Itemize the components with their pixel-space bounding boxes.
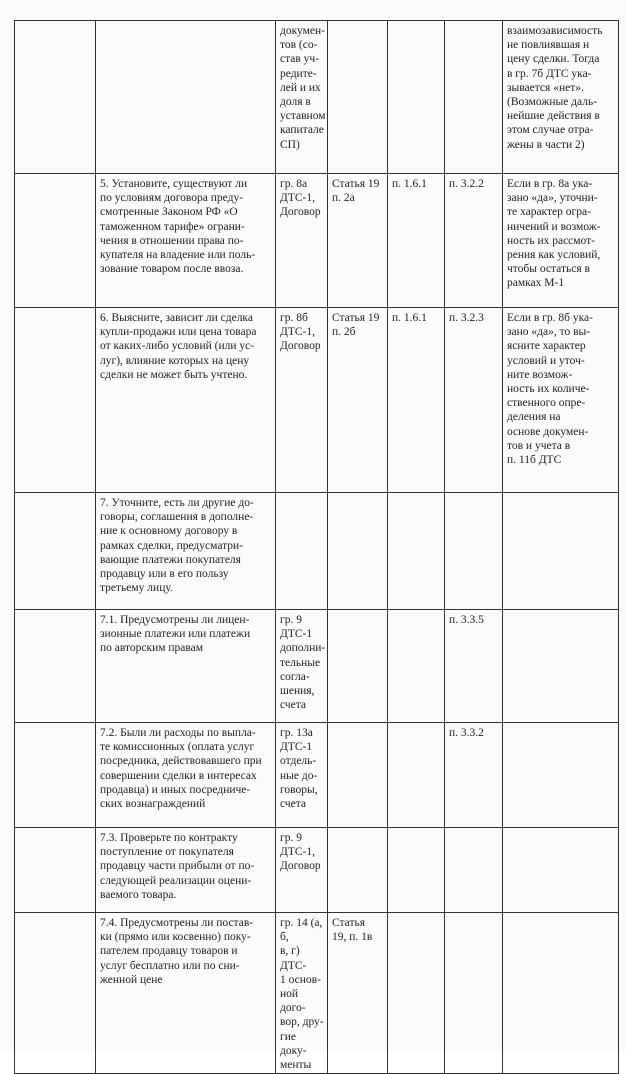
question-cell bbox=[96, 21, 276, 174]
source-document-cell bbox=[276, 21, 328, 174]
source-document-cell bbox=[276, 610, 328, 723]
law-article-cell bbox=[328, 913, 388, 1074]
method-reference-cell bbox=[445, 723, 503, 828]
question-text: 6. Выясните, зависит ли сделка купли-продажи или цена товара от каких-либо условий (или ус- луг), влияние которых на цену сделки не может быть учтено. bbox=[100, 312, 257, 381]
notes-text: Если в гр. 8б ука- зано «да», то вы- ясните характер условий и уточ- ните возмож- ность их количе- ственного опре- деления на основе докумен- тов и учета в п. 11б ДТС bbox=[507, 312, 593, 467]
notes-cell bbox=[503, 174, 619, 308]
method-reference-cell bbox=[445, 21, 503, 174]
method-reference-text: п. 3.2.2 bbox=[449, 178, 484, 190]
question-text: 7.4. Предусмотрены ли постав- ки (прямо или косвенно) поку- пателем продавцу товаров и услуг бесплатно или по сни- женной цене bbox=[100, 917, 254, 986]
notes-text: взаимозависимость не повлиявшая н цену сделки. Тогда в гр. 7б ДТС ука- зывается «нет». (Возможные даль- нейшие действия в этом случае отра- жены в части 2) bbox=[507, 25, 603, 151]
instruction-reference-cell bbox=[388, 913, 445, 1074]
source-document-cell bbox=[276, 723, 328, 828]
source-document-cell bbox=[276, 913, 328, 1074]
method-reference-text: п. 3.2.3 bbox=[449, 312, 484, 324]
law-article-cell bbox=[328, 21, 388, 174]
blank-column-cell bbox=[15, 913, 96, 1074]
question-text: 7.3. Проверьте по контракту поступление от покупателя продавцу части прибыли от по- следующей реализации оцени- ваемого товара. bbox=[100, 832, 255, 901]
table-row bbox=[15, 828, 619, 913]
source-document-text: гр. 14 (а, б, в, г) ДТС- 1 основ- ной дого- вор, дру- гие доку- менты bbox=[280, 917, 324, 1072]
blank-column-cell bbox=[15, 174, 96, 308]
notes-cell bbox=[503, 493, 619, 610]
source-document-text: гр. 8б ДТС-1, Договор bbox=[280, 312, 321, 353]
table-row bbox=[15, 913, 619, 1074]
source-document-text: гр. 9 ДТС-1 дополни- тельные согла- шения, счета bbox=[280, 614, 326, 712]
instruction-reference-text: п. 1.6.1 bbox=[392, 312, 427, 324]
question-cell bbox=[96, 308, 276, 493]
law-article-cell bbox=[328, 723, 388, 828]
law-article-cell bbox=[328, 828, 388, 913]
instruction-reference-cell bbox=[388, 308, 445, 493]
blank-column-cell bbox=[15, 493, 96, 610]
table-row bbox=[15, 723, 619, 828]
question-cell bbox=[96, 493, 276, 610]
law-article-cell bbox=[328, 174, 388, 308]
method-reference-cell bbox=[445, 174, 503, 308]
question-cell bbox=[96, 610, 276, 723]
question-text: 7. Уточните, есть ли другие до- говоры, соглашения в дополне- ние к основному договору в рамках сделки, предусматри- вающие платежи покупателя продавцу или в его пользу третьему лицу. bbox=[100, 497, 254, 595]
method-reference-cell bbox=[445, 493, 503, 610]
source-document-text: докумен- тов (со- став уч- редите- лей и их доля в уставном капитале СП) bbox=[280, 25, 326, 151]
question-cell bbox=[96, 913, 276, 1074]
blank-column-cell bbox=[15, 828, 96, 913]
law-article-cell bbox=[328, 308, 388, 493]
source-document-text: гр. 8а ДТС-1, Договор bbox=[280, 178, 321, 219]
notes-cell bbox=[503, 21, 619, 174]
question-cell bbox=[96, 174, 276, 308]
blank-column-cell bbox=[15, 308, 96, 493]
method-reference-cell bbox=[445, 913, 503, 1074]
question-cell bbox=[96, 723, 276, 828]
customs-valuation-checklist-table bbox=[14, 20, 619, 1074]
question-cell bbox=[96, 828, 276, 913]
instruction-reference-cell bbox=[388, 828, 445, 913]
blank-column-cell bbox=[15, 610, 96, 723]
law-article-cell bbox=[328, 493, 388, 610]
question-text: 7.2. Были ли расходы по выпла- те комиссионных (оплата услуг посредника, действовавшего при совершении сделки в интересах продавца) и иных посредниче- ских вознаграждений bbox=[100, 727, 262, 811]
table-body bbox=[15, 21, 619, 1074]
notes-cell bbox=[503, 308, 619, 493]
source-document-cell bbox=[276, 174, 328, 308]
question-text: 7.1. Предусмотрены ли лицен- зионные платежи или платежи по авторским правам bbox=[100, 614, 251, 655]
instruction-reference-cell bbox=[388, 174, 445, 308]
table-row bbox=[15, 493, 619, 610]
source-document-cell bbox=[276, 828, 328, 913]
table-row bbox=[15, 21, 619, 174]
source-document-text: гр. 13а ДТС-1 отдель- ные до- говоры, счета bbox=[280, 727, 318, 811]
method-reference-cell bbox=[445, 308, 503, 493]
table-row bbox=[15, 308, 619, 493]
notes-text: Если в гр. 8а ука- зано «да», уточни- те характер огра- ничений и возмож- ность их рассмот- рения как условий, чтобы остаться в рамках М-1 bbox=[507, 178, 601, 290]
notes-cell bbox=[503, 913, 619, 1074]
source-document-cell bbox=[276, 493, 328, 610]
source-document-cell bbox=[276, 308, 328, 493]
law-article-text: Статья 19 п. 2а bbox=[332, 178, 380, 205]
law-article-text: Статья 19 п. 2б bbox=[332, 312, 380, 339]
method-reference-cell bbox=[445, 828, 503, 913]
notes-cell bbox=[503, 828, 619, 913]
instruction-reference-cell bbox=[388, 21, 445, 174]
instruction-reference-cell bbox=[388, 610, 445, 723]
source-document-text: гр. 9 ДТС-1, Договор bbox=[280, 832, 321, 873]
table-row bbox=[15, 174, 619, 308]
notes-cell bbox=[503, 723, 619, 828]
table-row bbox=[15, 610, 619, 723]
instruction-reference-cell bbox=[388, 723, 445, 828]
blank-column-cell bbox=[15, 723, 96, 828]
question-text: 5. Установите, существуют ли по условиям договора преду- смотренные Законом РФ «О таможенном тарифе» ограни- чения в отношении права по- купателя на владение или поль- зование товаром после ввоза. bbox=[100, 178, 256, 276]
law-article-text: Статья 19, п. 1в bbox=[332, 917, 373, 944]
instruction-reference-cell bbox=[388, 493, 445, 610]
instruction-reference-text: п. 1.6.1 bbox=[392, 178, 427, 190]
method-reference-cell bbox=[445, 610, 503, 723]
method-reference-text: п. 3.3.2 bbox=[449, 727, 484, 739]
law-article-cell bbox=[328, 610, 388, 723]
notes-cell bbox=[503, 610, 619, 723]
blank-column-cell bbox=[15, 21, 96, 174]
method-reference-text: п. 3.3.5 bbox=[449, 614, 484, 626]
